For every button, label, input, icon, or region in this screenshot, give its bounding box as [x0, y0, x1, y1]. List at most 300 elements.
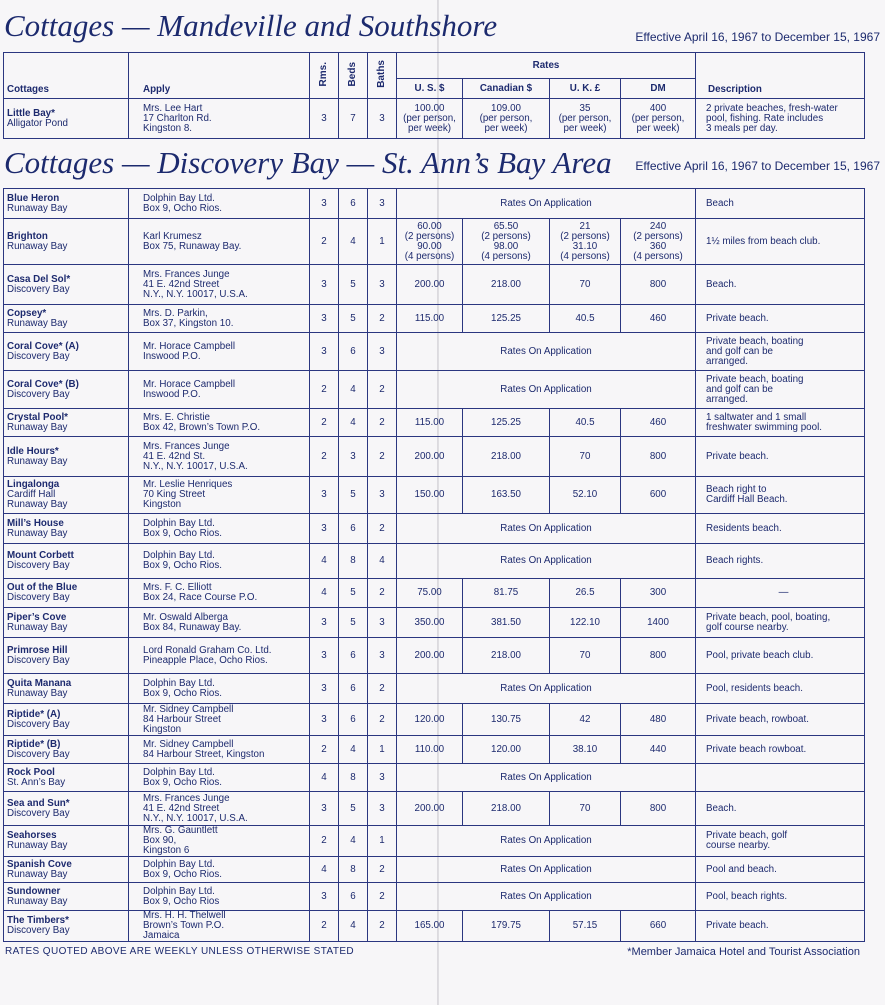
- beds-cell: 8: [339, 544, 368, 579]
- baths-cell: 2: [368, 857, 397, 883]
- rate-dm-line: 300: [649, 587, 667, 598]
- apply-line: 17 Charlton Rd.: [143, 112, 212, 124]
- description-line: Private beach.: [706, 450, 769, 462]
- rate-us-cell: [397, 638, 463, 674]
- rms-cell: 4: [310, 544, 339, 579]
- rate-ca-line: 125.25: [491, 312, 521, 324]
- description-cell: [696, 736, 865, 764]
- apply-line: Mrs. H. H. Thelwell: [143, 910, 226, 921]
- cottage-name: Lingalonga: [7, 479, 60, 490]
- rates-on-application-cell: Rates On Application: [397, 857, 696, 883]
- rate-us-line: 200.00: [414, 450, 445, 462]
- col-header-us: U. S. $: [397, 79, 463, 99]
- rates-on-application-cell: Rates On Application: [397, 544, 696, 579]
- apply-line: Mrs. E. Christie: [143, 411, 210, 423]
- description-line: Cardiff Hall Beach.: [706, 494, 788, 505]
- rate-us-line: (2 persons): [404, 230, 455, 242]
- beds-cell: 5: [339, 305, 368, 333]
- rate-uk-line: 40.5: [575, 416, 595, 428]
- cottage-name-cell: [4, 437, 129, 477]
- rate-uk-line: 35: [579, 102, 591, 114]
- beds-cell: 6: [339, 189, 368, 219]
- description-line: Residents beach.: [706, 522, 782, 534]
- apply-cell: [129, 544, 310, 579]
- apply-cell: [129, 219, 310, 265]
- rate-uk-cell: [550, 638, 621, 674]
- beds-cell: 7: [339, 99, 368, 139]
- rate-ca-line: 163.50: [491, 489, 521, 500]
- baths-cell: 2: [368, 409, 397, 437]
- beds-cell: 3: [339, 437, 368, 477]
- rms-cell: 2: [310, 826, 339, 857]
- description-cell: [696, 99, 865, 139]
- section-2-header: [4, 145, 882, 189]
- rate-us-line: 115.00: [414, 416, 445, 428]
- rates-on-application-cell: Rates On Application: [397, 764, 696, 792]
- rate-uk-cell: [550, 579, 621, 608]
- description-line: course nearby.: [706, 840, 771, 851]
- rms-cell: 2: [310, 409, 339, 437]
- rate-us-line: 90.00: [417, 240, 442, 252]
- baths-cell: 3: [368, 99, 397, 139]
- rate-dm-line: 660: [649, 920, 667, 931]
- beds-cell: 6: [339, 333, 368, 371]
- footnote-weekly-rates: RATES QUOTED ABOVE ARE WEEKLY UNLESS OTHERWISE STATED: [5, 946, 355, 957]
- rms-cell: 3: [310, 265, 339, 305]
- rms-cell: 3: [310, 333, 339, 371]
- cottage-name: Casa Del Sol*: [7, 273, 71, 285]
- cottage-name: Seahorses: [7, 830, 57, 841]
- apply-cell: [129, 911, 310, 942]
- rate-us-line: 120.00: [414, 713, 445, 725]
- rate-ca-cell: [463, 477, 550, 514]
- description-line: Beach.: [706, 802, 737, 814]
- section-1-header: [4, 8, 882, 52]
- description-line: Private beach, pool, boating,: [706, 611, 831, 623]
- baths-cell: 3: [368, 333, 397, 371]
- apply-line: 41 E. 42nd Street: [143, 802, 220, 814]
- table-row: [4, 911, 865, 942]
- cottage-name-cell: [4, 265, 129, 305]
- cottage-name: Coral Cove* (B): [7, 378, 79, 390]
- beds-cell: 4: [339, 826, 368, 857]
- rms-cell: 3: [310, 792, 339, 826]
- rate-us-line: 110.00: [414, 743, 445, 755]
- cottage-location: Alligator Pond: [7, 117, 68, 129]
- apply-line: Dolphin Bay Ltd.: [143, 885, 215, 897]
- cottage-location: Discovery Bay: [7, 748, 70, 760]
- table-row: [4, 219, 865, 265]
- beds-cell: 5: [339, 265, 368, 305]
- table-row: [4, 477, 865, 514]
- rms-cell: 2: [310, 371, 339, 409]
- rate-dm-line: 440: [649, 743, 667, 755]
- rate-us-cell: [397, 477, 463, 514]
- baths-cell: 1: [368, 826, 397, 857]
- rate-dm-cell: [621, 305, 696, 333]
- table-row: [4, 674, 865, 704]
- apply-line: Box 9, Ocho Rios.: [143, 868, 222, 880]
- col-header-apply: Apply: [129, 53, 310, 99]
- rate-uk-cell: [550, 437, 621, 477]
- cottage-name-cell: [4, 857, 129, 883]
- apply-line: Box 9, Ocho Rios.: [143, 202, 222, 214]
- rate-dm-line: (per person,: [631, 112, 685, 124]
- apply-cell: [129, 792, 310, 826]
- rate-ca-line: 98.00: [493, 240, 519, 252]
- cottage-name: Blue Heron: [7, 192, 60, 204]
- rate-uk-line: 70: [579, 649, 591, 661]
- beds-cell: 6: [339, 704, 368, 736]
- rate-ca-cell: [463, 219, 550, 265]
- rate-us-cell: [397, 579, 463, 608]
- apply-line: Dolphin Bay Ltd.: [143, 677, 215, 689]
- description-line: arranged.: [706, 393, 748, 405]
- description-cell: [696, 792, 865, 826]
- apply-line: Mr. Horace Campbell: [143, 378, 236, 390]
- beds-cell: 4: [339, 911, 368, 942]
- rate-uk-line: (2 persons): [560, 230, 610, 242]
- rate-dm-line: 400: [649, 102, 667, 114]
- description-line: 2 private beaches, fresh-water: [706, 102, 838, 114]
- rate-ca-cell: [463, 911, 550, 942]
- rate-ca-cell: [463, 736, 550, 764]
- rate-us-line: per week): [407, 122, 451, 134]
- rate-uk-cell: [550, 911, 621, 942]
- rate-ca-line: 218.00: [491, 802, 521, 814]
- rate-dm-line: 240: [649, 220, 667, 232]
- description-line: Private beach.: [706, 920, 769, 931]
- rate-dm-cell: [621, 792, 696, 826]
- baths-cell: 3: [368, 792, 397, 826]
- rates-on-application-cell: Rates On Application: [397, 883, 696, 911]
- rate-dm-cell: [621, 99, 696, 139]
- apply-cell: [129, 608, 310, 638]
- apply-line: Box 9, Ocho Rios.: [143, 776, 222, 788]
- rate-dm-line: 600: [649, 489, 667, 500]
- description-cell: [696, 219, 865, 265]
- mandeville-rates-table: [3, 52, 865, 139]
- rate-ca-line: 218.00: [491, 278, 521, 290]
- baths-cell: 2: [368, 514, 397, 544]
- description-line: Beach right to: [706, 484, 767, 495]
- description-cell: [696, 437, 865, 477]
- rate-uk-line: 70: [579, 278, 591, 290]
- rate-dm-cell: [621, 265, 696, 305]
- rate-ca-cell: [463, 305, 550, 333]
- rate-dm-cell: [621, 638, 696, 674]
- cottage-name-cell: [4, 544, 129, 579]
- rate-us-line: 350.00: [414, 616, 445, 628]
- rates-on-application-cell: Rates On Application: [397, 674, 696, 704]
- apply-line: 84 Harbour Street, Kingston: [143, 748, 265, 760]
- apply-cell: [129, 305, 310, 333]
- table-row: [4, 99, 865, 139]
- apply-line: Mr. Sidney Campbell: [143, 738, 234, 750]
- table-row: [4, 544, 865, 579]
- rate-us-line: 75.00: [417, 587, 442, 598]
- apply-line: Box 9, Ocho Rios.: [143, 687, 222, 699]
- rate-us-cell: [397, 99, 463, 139]
- cottage-name-cell: [4, 305, 129, 333]
- rate-dm-line: 460: [649, 312, 667, 324]
- cottage-location: Discovery Bay: [7, 718, 70, 730]
- rms-cell: 4: [310, 764, 339, 792]
- cottage-location: Runaway Bay: [7, 895, 68, 907]
- beds-cell: 4: [339, 409, 368, 437]
- table-row: [4, 826, 865, 857]
- apply-line: 84 Harbour Street: [143, 713, 221, 725]
- col-header-baths: Baths: [368, 53, 397, 99]
- apply-cell: [129, 704, 310, 736]
- rates-on-application-cell: Rates On Application: [397, 189, 696, 219]
- apply-line: Kingston: [143, 499, 182, 510]
- rate-uk-line: 70: [579, 450, 591, 462]
- cottage-name-cell: [4, 608, 129, 638]
- cottage-name: Little Bay*: [7, 107, 55, 119]
- rate-ca-cell: [463, 265, 550, 305]
- apply-line: Dolphin Bay Ltd.: [143, 192, 215, 204]
- apply-line: Mr. Leslie Henriques: [143, 479, 233, 490]
- cottage-name: The Timbers*: [7, 915, 69, 926]
- rate-dm-cell: [621, 911, 696, 942]
- cottage-location: Runaway Bay: [7, 421, 68, 433]
- description-cell: [696, 265, 865, 305]
- cottage-location: Runaway Bay: [7, 455, 68, 467]
- cottage-name-cell: [4, 826, 129, 857]
- beds-cell: 5: [339, 477, 368, 514]
- description-cell: [696, 608, 865, 638]
- baths-cell: 2: [368, 911, 397, 942]
- rate-dm-cell: [621, 736, 696, 764]
- apply-line: Box 9, Ocho Rios: [143, 895, 220, 907]
- cottage-name: Out of the Blue: [7, 582, 78, 593]
- rate-uk-line: 38.10: [572, 743, 598, 755]
- description-cell: [696, 638, 865, 674]
- cottage-location: Runaway Bay: [7, 202, 68, 214]
- rate-uk-line: 52.10: [572, 489, 598, 500]
- rate-dm-cell: [621, 477, 696, 514]
- apply-line: Jamaica: [143, 930, 180, 941]
- col-header-cottages: Cottages: [4, 53, 129, 99]
- col-header-canadian: Canadian $: [463, 79, 550, 99]
- section-2-title: Cottages — Discovery Bay — St. Ann’s Bay Area: [4, 145, 612, 180]
- col-header-description: Description: [696, 53, 865, 99]
- rate-uk-line: per week): [563, 122, 607, 134]
- description-cell: [696, 305, 865, 333]
- description-cell: [696, 189, 865, 219]
- baths-cell: 3: [368, 477, 397, 514]
- rate-dm-cell: [621, 608, 696, 638]
- apply-line: Box 9, Ocho Rios.: [143, 527, 222, 539]
- cottage-name: Piper’s Cove: [7, 611, 67, 623]
- description-cell: [696, 911, 865, 942]
- apply-line: Box 75, Runaway Bay.: [143, 240, 242, 252]
- cottage-location: Discovery Bay: [7, 560, 70, 571]
- cottage-name: Rock Pool: [7, 766, 55, 778]
- cottage-location: Discovery Bay: [7, 350, 70, 362]
- description-line: golf course nearby.: [706, 621, 789, 633]
- baths-cell: 2: [368, 579, 397, 608]
- description-cell: [696, 544, 865, 579]
- rate-us-cell: [397, 409, 463, 437]
- rate-ca-line: 179.75: [491, 920, 521, 931]
- cottage-name-cell: [4, 189, 129, 219]
- rate-uk-cell: [550, 99, 621, 139]
- apply-cell: [129, 189, 310, 219]
- description-cell: [696, 514, 865, 544]
- baths-cell: 2: [368, 674, 397, 704]
- rate-uk-line: 70: [579, 802, 591, 814]
- baths-cell: 2: [368, 704, 397, 736]
- rate-ca-line: 125.25: [491, 416, 521, 428]
- rate-uk-line: 42: [579, 713, 591, 725]
- rms-cell: 3: [310, 305, 339, 333]
- cottage-name-cell: [4, 638, 129, 674]
- rate-uk-line: 122.10: [570, 616, 600, 628]
- description-line: Beach: [706, 197, 734, 209]
- cottage-name: Copsey*: [7, 307, 47, 319]
- apply-line: Box 84, Runaway Bay.: [143, 621, 242, 633]
- rms-cell: 3: [310, 514, 339, 544]
- rms-cell: 3: [310, 477, 339, 514]
- description-cell: [696, 883, 865, 911]
- rate-us-cell: [397, 911, 463, 942]
- description-cell: [696, 704, 865, 736]
- rate-ca-cell: [463, 704, 550, 736]
- apply-cell: [129, 265, 310, 305]
- rate-ca-cell: [463, 608, 550, 638]
- rate-uk-line: 21: [579, 220, 591, 232]
- rate-ca-line: 381.50: [491, 616, 521, 628]
- apply-line: N.Y., N.Y. 10017, U.S.A.: [143, 288, 248, 300]
- cottage-location: Runaway Bay: [7, 499, 68, 510]
- apply-line: Dolphin Bay Ltd.: [143, 550, 215, 561]
- beds-cell: 8: [339, 764, 368, 792]
- cottage-name: Crystal Pool*: [7, 411, 68, 423]
- rms-cell: 2: [310, 736, 339, 764]
- description-line: pool, fishing. Rate includes: [706, 112, 824, 124]
- table-row: [4, 764, 865, 792]
- rate-us-line: 200.00: [414, 278, 445, 290]
- table-row: [4, 371, 865, 409]
- apply-line: Dolphin Bay Ltd.: [143, 766, 215, 778]
- beds-cell: 4: [339, 736, 368, 764]
- apply-cell: [129, 857, 310, 883]
- description-line: Pool, residents beach.: [706, 682, 803, 694]
- rate-dm-line: 1400: [647, 616, 669, 628]
- rate-us-cell: [397, 792, 463, 826]
- rate-dm-line: 800: [649, 802, 667, 814]
- rate-ca-cell: [463, 579, 550, 608]
- col-header-rms: Rms.: [310, 53, 339, 99]
- section-2-effective-date: Effective April 16, 1967 to December 15, 1967: [635, 159, 880, 173]
- cottage-location: Runaway Bay: [7, 317, 68, 329]
- apply-line: Pineapple Place, Ocho Rios.: [143, 654, 268, 666]
- apply-line: 70 King Street: [143, 489, 206, 500]
- baths-cell: 3: [368, 189, 397, 219]
- cottage-location: Cardiff Hall: [7, 489, 56, 500]
- apply-line: Dolphin Bay Ltd.: [143, 858, 215, 870]
- rms-cell: 3: [310, 704, 339, 736]
- rate-us-line: (per person,: [403, 112, 456, 124]
- cottage-name-cell: [4, 704, 129, 736]
- rate-us-cell: [397, 704, 463, 736]
- rate-uk-cell: [550, 305, 621, 333]
- rate-ca-cell: [463, 437, 550, 477]
- cottage-location: Discovery Bay: [7, 654, 70, 666]
- beds-cell: 6: [339, 514, 368, 544]
- description-line: arranged.: [706, 355, 748, 367]
- apply-line: Box 37, Kingston 10.: [143, 317, 234, 329]
- description-line: Beach rights.: [706, 555, 764, 566]
- beds-cell: 8: [339, 857, 368, 883]
- description-line: and golf can be: [706, 345, 773, 357]
- rms-cell: 3: [310, 883, 339, 911]
- cottage-name-cell: [4, 911, 129, 942]
- apply-cell: [129, 579, 310, 608]
- rms-cell: 3: [310, 99, 339, 139]
- rate-us-cell: [397, 437, 463, 477]
- rms-cell: 3: [310, 638, 339, 674]
- table-row: [4, 736, 865, 764]
- apply-line: Mr. Horace Campbell: [143, 340, 236, 352]
- cottage-name-cell: [4, 883, 129, 911]
- cottage-location: Discovery Bay: [7, 388, 70, 400]
- rate-ca-line: 120.00: [491, 743, 521, 755]
- cottage-name-cell: [4, 514, 129, 544]
- description-line: 3 meals per day.: [706, 122, 778, 134]
- table-row: [4, 579, 865, 608]
- col-header-beds: Beds: [339, 53, 368, 99]
- apply-line: Mr. Oswald Alberga: [143, 611, 228, 623]
- description-cell: [696, 477, 865, 514]
- baths-cell: 4: [368, 544, 397, 579]
- baths-cell: 3: [368, 638, 397, 674]
- rate-us-line: 150.00: [414, 489, 445, 500]
- rate-uk-cell: [550, 608, 621, 638]
- rate-dm-line: 480: [649, 713, 667, 725]
- rate-us-cell: [397, 608, 463, 638]
- discovery-bay-rates-table: [3, 188, 865, 942]
- cottage-location: Runaway Bay: [7, 240, 68, 252]
- description-cell: [696, 371, 865, 409]
- apply-line: N.Y., N.Y. 10017, U.S.A.: [143, 812, 248, 824]
- apply-cell: [129, 638, 310, 674]
- rate-uk-cell: [550, 409, 621, 437]
- apply-line: Box 42, Brown’s Town P.O.: [143, 421, 261, 433]
- table-row: [4, 792, 865, 826]
- description-line: Private beach, boating: [706, 373, 804, 385]
- rate-uk-line: 57.15: [572, 920, 598, 931]
- rate-uk-cell: [550, 477, 621, 514]
- description-line: Pool and beach.: [706, 863, 777, 875]
- rate-uk-line: 31.10: [572, 240, 598, 252]
- rms-cell: 4: [310, 857, 339, 883]
- apply-cell: [129, 333, 310, 371]
- table-row: [4, 265, 865, 305]
- table-row: [4, 333, 865, 371]
- cottage-name-cell: [4, 371, 129, 409]
- apply-line: Inswood P.O.: [143, 388, 201, 400]
- description-line: freshwater swimming pool.: [706, 421, 822, 433]
- description-line: Private beach, rowboat.: [706, 713, 809, 725]
- rate-dm-cell: [621, 437, 696, 477]
- cottage-name: Coral Cove* (A): [7, 340, 79, 352]
- rate-uk-line: (per person,: [558, 112, 612, 124]
- cottage-location: Runaway Bay: [7, 621, 68, 633]
- rate-dm-cell: [621, 704, 696, 736]
